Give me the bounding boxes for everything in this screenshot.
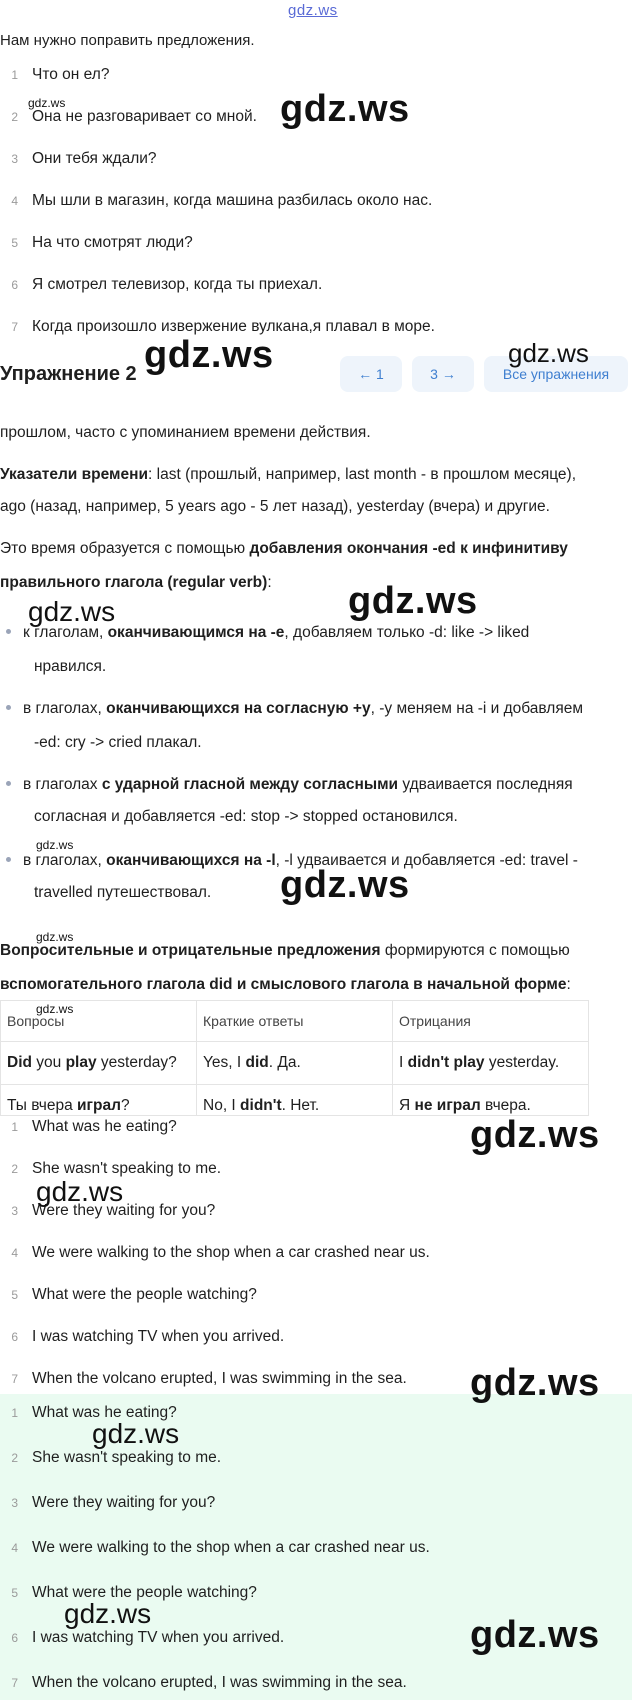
table-cell: Did you play yesterday?	[1, 1042, 197, 1085]
watermark: gdz.ws	[36, 930, 74, 944]
rule-bullet-cont: согласная и добавляется -ed: stop -> stopped остановился.	[34, 808, 458, 825]
table-cell: Ты вчера играл?	[1, 1085, 197, 1116]
theory-questions: Вопросительные и отрицательные предложения формируются с помощью	[0, 942, 570, 959]
theory-formation: Это время образуется с помощью добавления окончания -ed к инфинитиву	[0, 540, 568, 557]
list-item: 4 We were walking to the shop when a car crashed near us.	[11, 1539, 430, 1556]
list-item: 2 Она не разговаривает со мной.	[11, 108, 257, 125]
table-header: Вопросы	[1, 1001, 197, 1042]
list-item: 2 She wasn't speaking to me.	[11, 1449, 222, 1466]
list-item: 6 Я смотрел телевизор, когда ты приехал.	[11, 276, 323, 293]
watermark: gdz.ws	[36, 1002, 74, 1016]
table-row	[1, 1042, 589, 1085]
rule-bullet-cont: travelled путешествовал.	[34, 884, 212, 901]
list-item: 1 What was he eating?	[11, 1404, 177, 1421]
watermark: gdz.ws	[36, 838, 74, 852]
prev-exercise-button[interactable]: ← 1	[340, 356, 402, 392]
list-item: 3 Were they waiting for you?	[11, 1494, 216, 1511]
table-cell: Yes, I did. Да.	[197, 1042, 393, 1085]
table-header: Отрицания	[393, 1001, 589, 1042]
list-item: 7 When the volcano erupted, I was swimming in the sea.	[11, 1674, 407, 1691]
list-item: 1 What was he eating?	[0, 1118, 177, 1136]
theory-markers-cont: ago (назад, например, 5 years ago - 5 лет назад), yesterday (вчера) и другие.	[0, 498, 550, 515]
list-item: 5 На что смотрят люди?	[11, 234, 193, 251]
table-cell: No, I didn't. Нет.	[197, 1085, 393, 1116]
watermark: gdz.ws	[280, 864, 410, 906]
exercise-title: Упражнение 2	[0, 363, 137, 385]
watermark: gdz.ws	[28, 96, 66, 110]
list-item: 1 Что он ел?	[11, 66, 110, 83]
intro-text: Нам нужно поправить предложения.	[0, 32, 255, 49]
list-item: 5 What were the people watching?	[11, 1584, 257, 1601]
rule-bullet-cont: нравился.	[34, 658, 107, 675]
theory-questions-cont: вспомогательного глагола did и смыслового глагола в начальной форме:	[0, 976, 571, 993]
table-header-row	[1, 1001, 589, 1042]
list-item: 6 I was watching TV when you arrived.	[11, 1629, 285, 1646]
watermark: gdz.ws	[470, 1362, 600, 1404]
table-cell: I didn't play yesterday.	[393, 1042, 589, 1085]
list-item: 6 I was watching TV when you arrived.	[11, 1328, 285, 1345]
watermark: gdz.ws	[28, 596, 116, 627]
rule-bullet: в глаголах, оканчивающихся на согласную +y, -y меняем на -i и добавляем	[0, 700, 583, 718]
rule-bullet: в глаголах с ударной гласной между согласными удваивается последняя	[0, 776, 573, 794]
list-item: 3 Were they waiting for you?	[11, 1202, 216, 1219]
watermark: gdz.ws	[92, 1418, 180, 1449]
watermark: gdz.ws	[36, 1176, 124, 1207]
grammar-table	[0, 1000, 589, 1116]
watermark: gdz.ws	[280, 88, 410, 130]
table-row	[1, 1085, 589, 1116]
rule-bullet: в глаголах, оканчивающихся на -l, -l удваивается и добавляется -ed: travel -	[0, 852, 578, 870]
list-item: 4 Мы шли в магазин, когда машина разбилась около нас.	[11, 192, 433, 209]
watermark: gdz.ws	[470, 1614, 600, 1656]
theory-formation-cont: правильного глагола (regular verb):	[0, 574, 272, 591]
theory-line: прошлом, часто с упоминанием времени действия.	[0, 424, 371, 441]
watermark: gdz.ws	[508, 338, 589, 368]
rule-bullet-cont: -ed: cry -> cried плакал.	[34, 734, 202, 751]
table-header: Краткие ответы	[197, 1001, 393, 1042]
watermark: gdz.ws	[64, 1598, 152, 1629]
list-item: 7 When the volcano erupted, I was swimming in the sea.	[11, 1370, 407, 1387]
top-watermark: gdz.ws	[288, 2, 338, 19]
list-item: 4 We were walking to the shop when a car crashed near us.	[11, 1244, 430, 1261]
watermark: gdz.ws	[348, 580, 478, 622]
rule-bullet: к глаголам, оканчивающимся на -e, добавляем только -d: like -> liked	[0, 624, 529, 642]
list-item: 7 Когда произошло извержение вулкана,я плавал в море.	[11, 318, 435, 335]
watermark: gdz.ws	[470, 1114, 600, 1156]
next-exercise-button[interactable]: 3 →	[412, 356, 474, 392]
list-item: 3 Они тебя ждали?	[11, 150, 157, 167]
all-exercises-button[interactable]: Все упражнения	[484, 356, 628, 392]
table-cell: Я не играл вчера.	[393, 1085, 589, 1116]
watermark: gdz.ws	[144, 334, 274, 376]
theory-markers: Указатели времени: last (прошлый, например, last month - в прошлом месяце),	[0, 466, 577, 483]
list-item: 5 What were the people watching?	[11, 1286, 257, 1303]
list-item: 2 She wasn't speaking to me.	[11, 1160, 222, 1177]
